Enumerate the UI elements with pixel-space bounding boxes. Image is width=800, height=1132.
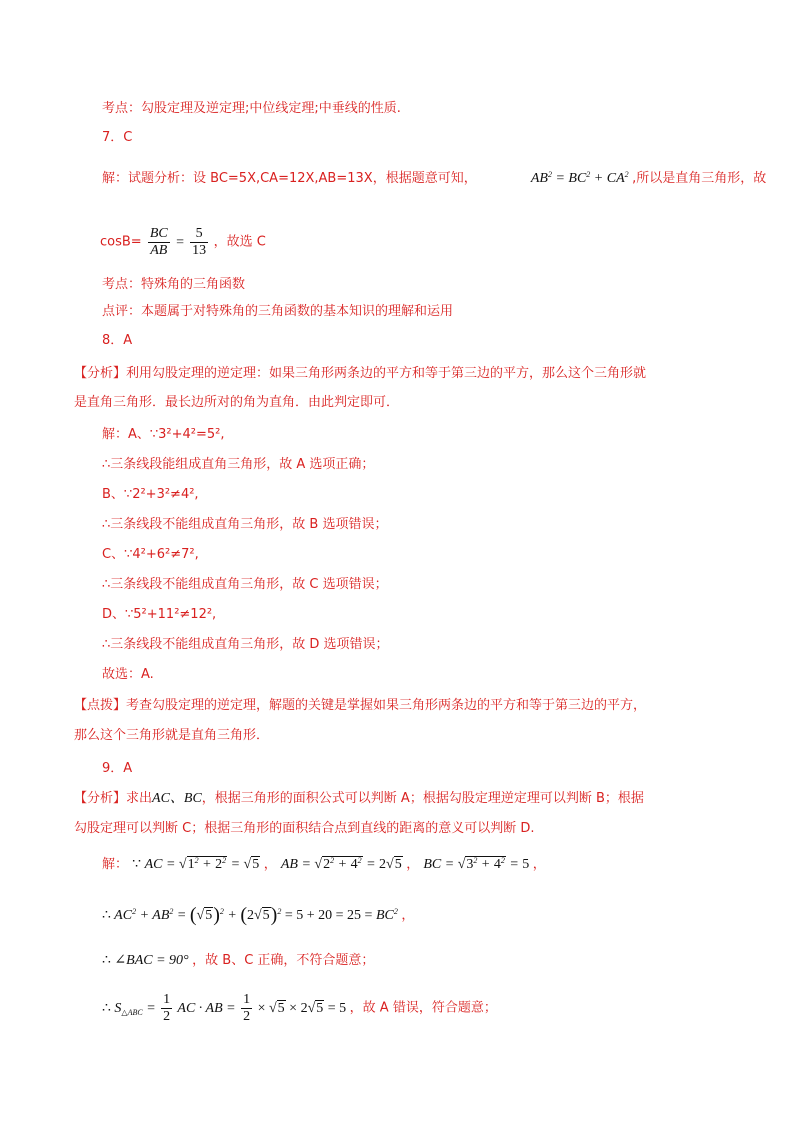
cos-formula: $\frac{BC}{AB}$ = $\frac{5}{13}$ <box>149 226 207 258</box>
answer-7: 7．C <box>102 130 133 145</box>
ac-formula: ∵ AC = $√1^2 + 2^2 = √5$ <box>132 856 260 872</box>
analysis-9-line-2: 勾股定理可以判断 C；根据三角形的面积结合点到直线的距离的意义可以判断 D. <box>74 821 535 836</box>
answer-9: 9．A <box>102 761 133 776</box>
note-line-2: 考点：特殊角的三角函数 <box>102 277 246 292</box>
cos-label: cosB= <box>100 234 142 250</box>
solution-9-line-2: ∴ $AC^2 + AB^2 = (√5)^2 + (2√5)^2 = 5 + 20 = 25 = BC^2$ ， <box>102 904 415 926</box>
sum-squares-formula: ∴ $AC^2 + AB^2 = (√5)^2 + (2√5)^2 = 5 + 20 = 25 = BC^2$ <box>102 904 398 926</box>
solution-7-text: 解：试题分析：设 BC=5X,CA=12X,AB=13X，根据题意可知， <box>102 171 477 186</box>
answer-8: 8．A <box>102 333 133 348</box>
solution-8-c: C、∵4²+6²≠7², <box>102 547 199 562</box>
solution-9-line-4: ∴ $S_{\triangle ABC}$ = $\frac{1}{2}$ AC · AB = $\frac{1}{2}$ × √5 × 2√5 = 5 ，故 A 错误，符合题意； <box>102 992 497 1024</box>
comment-line: 点评：本题属于对特殊角的三角函数的基本知识的理解和运用 <box>102 304 454 319</box>
analysis-8-line-1: 【分析】利用勾股定理的逆定理：如果三角形两条边的平方和等于第三边的平方，那么这个三角形就 <box>74 366 647 381</box>
pythagorean-formula: $AB^2 = BC^2 + CA^2$ <box>530 170 629 186</box>
area-formula: ∴ $S_{\triangle ABC}$ = $\frac{1}{2}$ AC · AB = $\frac{1}{2}$ × √5 × 2√5 = 5 <box>102 992 347 1024</box>
solution-7-tail: ,所以是直角三角形，故 <box>632 171 767 186</box>
solution-8-d: D、∵5²+11²≠12², <box>102 607 217 622</box>
solution-8-c-result: ∴三条线段不能组成直角三角形，故 C 选项错误； <box>102 577 388 592</box>
solution-8-b-result: ∴三条线段不能组成直角三角形，故 B 选项错误； <box>102 517 388 532</box>
solution-8-choice: 故选：A. <box>102 667 154 682</box>
cos-line <box>100 226 266 259</box>
angle-formula: ∴ ∠BAC = 90° <box>102 953 189 968</box>
solution-8-b: B、∵2²+3²≠4², <box>102 487 199 502</box>
solution-9-line-3: ∴ ∠BAC = 90° ，故 B、C 正确，不符合题意； <box>102 953 375 968</box>
analysis-9-line-1: 【分析】求出AC、BC，根据三角形的面积公式可以判断 A；根据勾股定理逆定理可以判断 B；根据 <box>74 791 644 806</box>
solution-8-a-result: ∴三条线段能组成直角三角形，故 A 选项正确； <box>102 457 375 472</box>
tip-8-line-1: 【点拨】考查勾股定理的逆定理，解题的关键是掌握如果三角形两条边的平方和等于第三边的平方， <box>74 698 647 713</box>
solution-8-a: 解：A、∵3²+4²=5², <box>102 427 225 442</box>
analysis-8-line-2: 是直角三角形．最长边所对的角为直角．由此判定即可． <box>74 395 400 410</box>
solution-9-line-1: 解： ∵ AC = $√1^2 + 2^2 = √5$ ， AB = $√2^2 + 4^2 = 2√5$ ， BC = $√3^2 + 4^2 = 5$ ， <box>102 856 546 872</box>
ab-formula: AB = $√2^2 + 4^2 = 2√5$ <box>280 856 402 872</box>
solution-8-d-result: ∴三条线段不能组成直角三角形，故 D 选项错误； <box>102 637 389 652</box>
bc-formula: BC = $√3^2 + 4^2 = 5$ <box>423 856 530 872</box>
note-line-1: 考点：勾股定理及逆定理;中位线定理;中垂线的性质. <box>102 101 401 116</box>
tip-8-line-2: 那么这个三角形就是直角三角形． <box>74 728 270 743</box>
segments-ac-bc: AC、BC <box>152 791 202 806</box>
cos-tail: ，故选 C <box>213 234 266 250</box>
solution-7-line-1 <box>102 170 766 188</box>
